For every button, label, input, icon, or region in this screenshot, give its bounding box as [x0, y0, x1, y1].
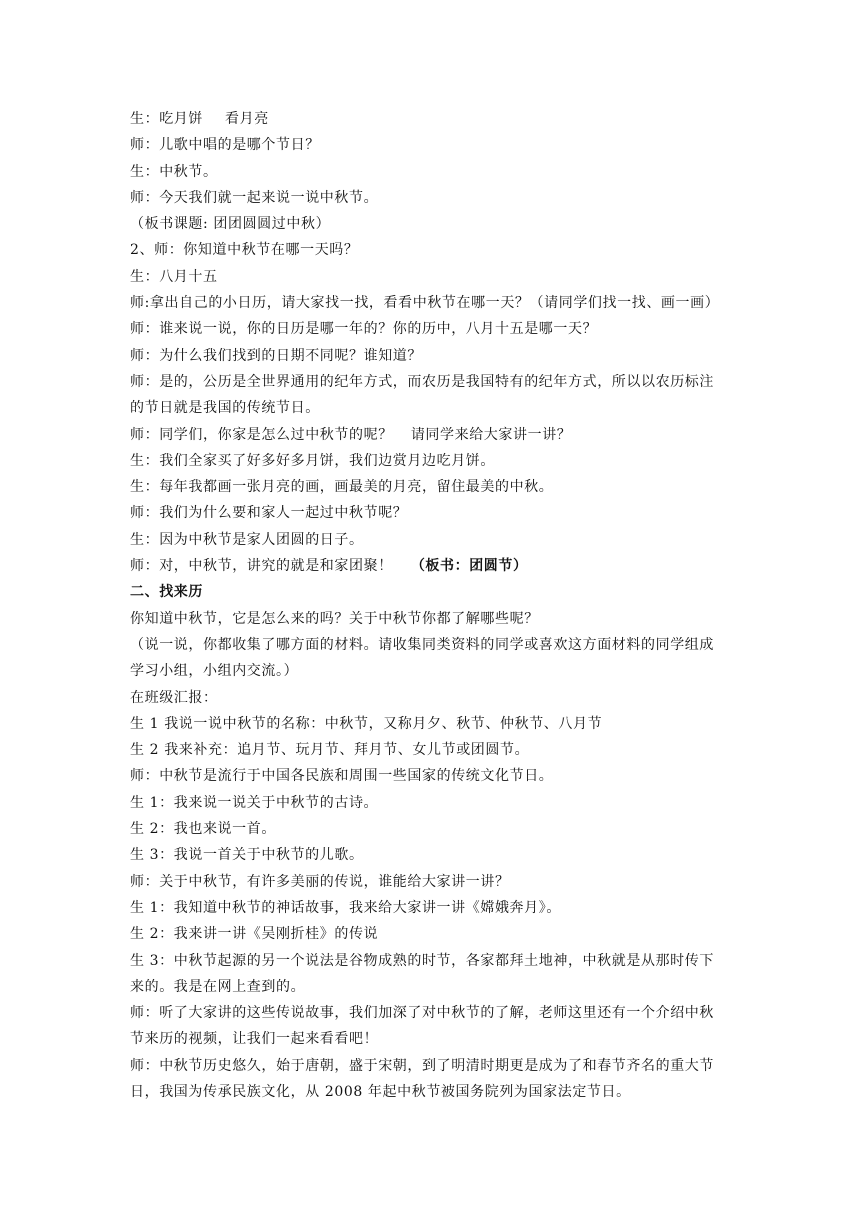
text-line: 师：是的，公历是全世界通用的纪年方式，而农历是我国特有的纪年方式，所以以农历标注	[130, 373, 714, 390]
text-line: 在班级汇报：	[130, 689, 218, 706]
text-line: 生：每年我都画一张月亮的画，画最美的月亮，留住最美的中秋。	[130, 479, 554, 496]
text-line: 学习小组，小组内交流。）	[130, 663, 299, 680]
text-line: 师：为什么我们找到的日期不同呢？谁知道？	[130, 347, 422, 364]
text-line: 生：中秋节。	[130, 163, 218, 180]
text-segment: 师：同学们，你家是怎么过中秋节的呢？	[130, 426, 393, 443]
text-line: 师：中秋节是流行于中国各民族和周围一些国家的传统文化节日。	[130, 768, 554, 785]
text-line: 节来历的视频，让我们一起来看看吧！	[130, 1031, 379, 1048]
text-line: 生 1：我来说一说关于中秋节的古诗。	[130, 794, 379, 811]
text-line: 师：听了大家讲的这些传说故事，我们加深了对中秋节的了解，老师这里还有一个介绍中秋	[130, 1005, 714, 1022]
text-line: 2、师：你知道中秋节在哪一天吗？	[130, 242, 359, 259]
text-line: 生：因为中秋节是家人团圆的日子。	[130, 531, 364, 548]
text-segment: 请同学来给大家讲一讲？	[410, 426, 572, 443]
text-line: 日，我国为传承民族文化，从 2008 年起中秋节被国务院列为国家法定节日。	[130, 1083, 631, 1100]
text-line: 师：关于中秋节，有许多美丽的传说，谁能给大家讲一讲？	[130, 873, 510, 890]
text-line: 生：八月十五	[130, 268, 218, 285]
text-line: 师：儿歌中唱的是哪个节日？	[130, 137, 320, 154]
document-body	[130, 106, 746, 1105]
text-line: 师：今天我们就一起来说一说中秋节。	[130, 189, 379, 206]
text-line: 师:拿出自己的小日历，请大家找一找，看看中秋节在哪一天？（请同学们找一找、画一画）	[130, 295, 720, 312]
text-line: 师：我们为什么要和家人一起过中秋节呢？	[130, 505, 408, 522]
text-line: 生 2 我来补充：追月节、玩月节、拜月节、女儿节或团圆节。	[130, 742, 530, 759]
text-line: 生 2：我也来说一首。	[130, 821, 276, 838]
text-line	[130, 106, 746, 132]
section-heading: 二、找来历	[130, 584, 203, 601]
text-line: 生：我们全家买了好多好多月饼，我们边赏月边吃月饼。	[130, 452, 495, 469]
text-line: 生 1：我知道中秋节的神话故事，我来给大家讲一讲《嫦娥奔月》。	[130, 899, 561, 916]
text-line: 师：中秋节历史悠久，始于唐朝，盛于宋朝，到了明清时期更是成为了和春节齐名的重大节	[130, 1057, 714, 1074]
text-line: 生 3：我说一首关于中秋节的儿歌。	[130, 847, 364, 864]
board-note: （板书：团圆节）	[410, 558, 528, 575]
text-line: （说一说，你都收集了哪方面的材料。请收集同类资料的同学或喜欢这方面材料的同学组成	[130, 636, 714, 653]
text-line: 生 3：中秋节起源的另一个说法是谷物成熟的时节，各家都拜土地神，中秋就是从那时传下	[130, 952, 714, 969]
text-line: 来的。我是在网上查到的。	[130, 978, 306, 995]
text-line: 你知道中秋节，它是怎么来的吗？关于中秋节你都了解哪些呢？	[130, 610, 539, 627]
text-line	[130, 422, 746, 448]
text-segment: 师：对，中秋节，讲究的就是和家团聚！	[130, 558, 393, 575]
text-line: 师：谁来说一说，你的日历是哪一年的？你的历中，八月十五是哪一天？	[130, 321, 598, 338]
text-segment: 看月亮	[225, 111, 269, 127]
text-segment: 生：吃月饼	[130, 111, 203, 127]
text-line	[130, 553, 746, 579]
text-line: （板书课题: 团团圆圆过中秋）	[130, 216, 331, 233]
text-line: 生 1 我说一说中秋节的名称：中秋节，又称月夕、秋节、仲秋节、八月节	[130, 715, 603, 732]
text-line: 生 2：我来讲一讲《吴刚折桂》的传说	[130, 926, 379, 943]
text-line: 的节日就是我国的传统节日。	[130, 400, 320, 417]
